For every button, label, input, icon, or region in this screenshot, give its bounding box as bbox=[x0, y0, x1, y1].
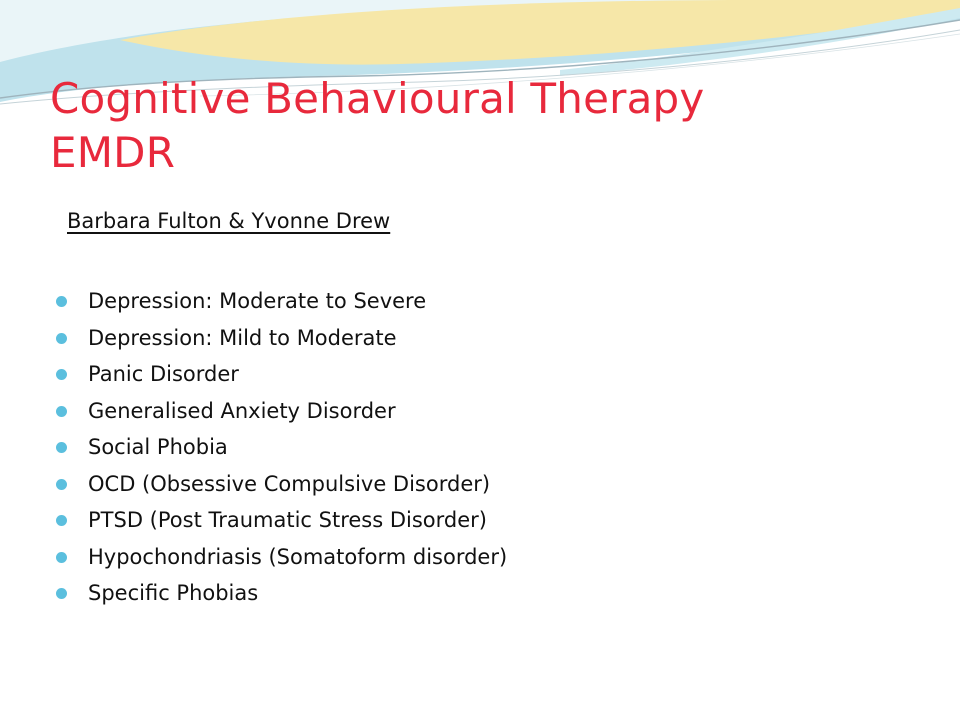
bullet-item bbox=[56, 356, 507, 393]
bullet-item bbox=[56, 539, 507, 576]
bullet-text: PTSD (Post Traumatic Stress Disorder) bbox=[88, 508, 487, 532]
bullet-dot-icon bbox=[56, 296, 67, 307]
bullet-dot-icon bbox=[56, 552, 67, 563]
title-line-2: EMDR bbox=[50, 128, 176, 177]
bullet-text: Depression: Moderate to Severe bbox=[88, 289, 427, 313]
bullet-text: Panic Disorder bbox=[88, 362, 239, 386]
bullet-list bbox=[56, 283, 507, 612]
bullet-dot-icon bbox=[56, 442, 67, 453]
bullet-item bbox=[56, 283, 507, 320]
bullet-dot-icon bbox=[56, 369, 67, 380]
bullet-dot-icon bbox=[56, 406, 67, 417]
bullet-text: OCD (Obsessive Compulsive Disorder) bbox=[88, 471, 491, 496]
bullet-text: Hypochondriasis (Somatoform disorder) bbox=[88, 544, 508, 569]
authors-subtitle: Barbara Fulton & Yvonne Drew bbox=[67, 209, 391, 233]
bullet-dot-icon bbox=[56, 515, 67, 526]
bullet-dot-icon bbox=[56, 588, 67, 599]
bullet-dot-icon bbox=[56, 333, 67, 344]
bullet-text: Specific Phobias bbox=[88, 581, 259, 605]
title-line-1: Cognitive Behavioural Therapy bbox=[50, 74, 705, 123]
bullet-item bbox=[56, 429, 507, 466]
bullet-dot-icon bbox=[56, 479, 67, 490]
bullet-item bbox=[56, 575, 507, 612]
bullet-item bbox=[56, 466, 507, 503]
bullet-item bbox=[56, 393, 507, 430]
slide-title bbox=[50, 72, 910, 180]
bullet-item bbox=[56, 502, 507, 539]
bullet-item bbox=[56, 320, 507, 357]
bullet-text: Generalised Anxiety Disorder bbox=[88, 398, 396, 423]
bullet-text: Social Phobia bbox=[88, 435, 228, 459]
bullet-text: Depression: Mild to Moderate bbox=[88, 325, 397, 350]
